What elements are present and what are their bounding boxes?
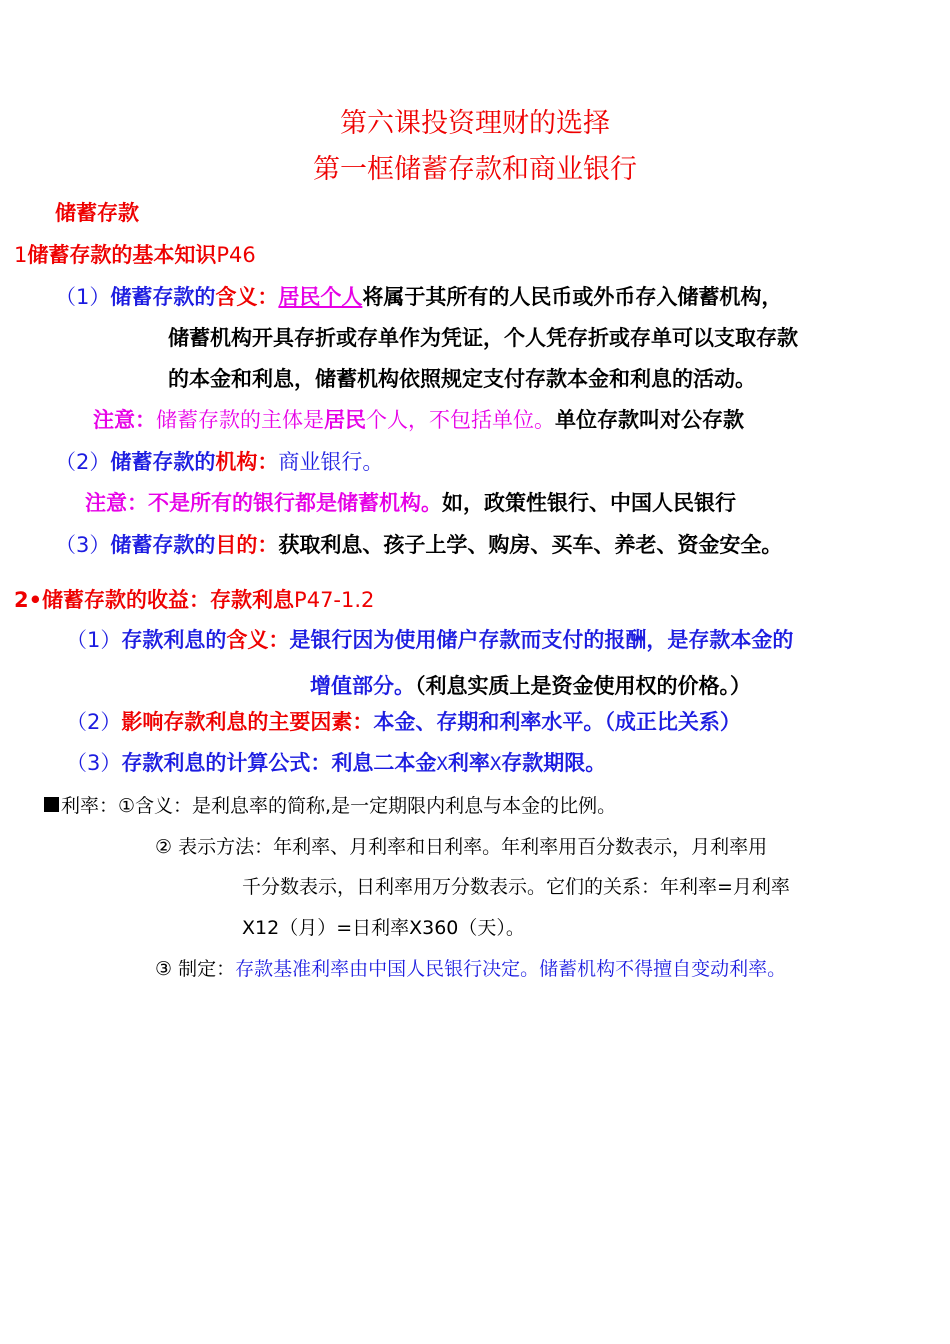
item-key: 含义： (215, 285, 279, 309)
note-text: 个人，不包括单位。 (366, 408, 555, 432)
formula-text: 存款期限。 (501, 751, 607, 775)
item-number: （1） (55, 285, 111, 309)
item-number: （1） (66, 628, 122, 652)
subsection-2-label: 储蓄存款的收益：存款利息 (42, 588, 295, 612)
note-label: 注意： (93, 408, 156, 432)
item-label: 储蓄存款的 (110, 533, 216, 557)
multiply-sign: X (489, 753, 502, 775)
item-number: （2） (55, 450, 111, 474)
item-number: （3） (66, 751, 122, 775)
item-2-1 (66, 628, 793, 653)
rate-methods-line-1: ② 表示方法：年利率、月利率和日利率。年利率用百分数表示，月利率用 (155, 836, 768, 858)
item-key: 因素： (310, 710, 374, 734)
item-value: 增值部分。 (310, 674, 415, 698)
subsection-2-page: P47-1.2 (294, 588, 375, 612)
item-2-1-line-2 (310, 674, 751, 699)
page-title: 第六课投资理财的选择 (340, 108, 610, 139)
subsection-2-heading (14, 588, 374, 613)
note-emphasis: 居民 (324, 408, 366, 432)
item-label: 储蓄存款的 (110, 285, 216, 309)
item-note: （利息实质上是资金使用权的价格。） (415, 674, 751, 698)
subsection-1-heading (14, 243, 256, 268)
subsection-1-page: P46 (216, 243, 256, 267)
multiply-sign: X (436, 753, 448, 775)
section-heading: 储蓄存款 (55, 201, 139, 225)
item-2-3 (66, 751, 606, 776)
item-1-2 (55, 450, 383, 475)
item-label: 储蓄存款的 (110, 450, 216, 474)
page-subtitle: 第一框储蓄存款和商业银行 (313, 154, 637, 185)
item-key: 含义： (226, 628, 290, 652)
item-number: （2） (66, 710, 122, 734)
item-value: 商业银行。 (278, 450, 384, 474)
item-2-2 (66, 710, 741, 735)
item-value: 是银行因为使用储户存款而支付的报酬，是存款本金的 (289, 628, 794, 652)
note-text: 储蓄存款的主体是 (156, 408, 324, 432)
item-1-1-line-2: 储蓄机构开具存折或存单作为凭证，个人凭存折或存单可以支取存款 (168, 326, 798, 350)
formula-text: 利率 (447, 751, 490, 775)
rate-label: 利率： (61, 795, 119, 817)
item-key: 目的： (215, 533, 279, 557)
item-key: 机构： (215, 450, 279, 474)
rate-setting-label: ③ 制定： (155, 958, 236, 980)
item-subject: 居民个人 (278, 285, 363, 309)
item-label: 影响存款利息的主要 (121, 710, 311, 734)
item-text: 将属于其所有的人民币或外币存入储蓄机构， (362, 285, 783, 309)
subsection-2-number: 2• (14, 588, 43, 612)
item-1-1 (55, 285, 782, 310)
item-1-1-line-3: 的本金和利息，储蓄机构依照规定支付存款本金和利息的活动。 (168, 367, 756, 391)
rate-methods-line-3: X12（月）=日利率X360（天）。 (242, 917, 525, 939)
note-extra: 单位存款叫对公存款 (555, 408, 744, 432)
item-1-3 (55, 533, 782, 558)
note-2 (85, 491, 736, 516)
subsection-1-number: 1 (14, 243, 28, 267)
item-value: 获取利息、孩子上学、购房、买车、养老、资金安全。 (278, 533, 783, 557)
item-label: 存款利息的 (121, 628, 227, 652)
rate-setting-value: 存款基准利率由中国人民银行决定。储蓄机构不得擅自变动利率。 (235, 958, 787, 980)
note-extra: 如，政策性银行、中国人民银行 (442, 491, 736, 515)
rate-definition (44, 795, 616, 818)
note-1 (93, 408, 744, 433)
rate-methods-line-2: 千分数表示，日利率用万分数表示。它们的关系：年利率=月利率 (242, 876, 790, 898)
note-text: 注意：不是所有的银行都是储蓄机构。 (85, 491, 442, 515)
item-number: （3） (55, 533, 111, 557)
rate-meaning: ①含义：是利息率的简称,是一定期限内利息与本金的比例。 (118, 795, 617, 817)
subsection-1-label: 储蓄存款的基本知识 (27, 243, 217, 267)
rate-setting (155, 958, 786, 981)
square-bullet-icon (44, 797, 59, 812)
item-value: 本金、存期和利率水平。（成正比关系） (373, 710, 741, 734)
formula-text: 存款利息的计算公式：利息二本金 (121, 751, 437, 775)
